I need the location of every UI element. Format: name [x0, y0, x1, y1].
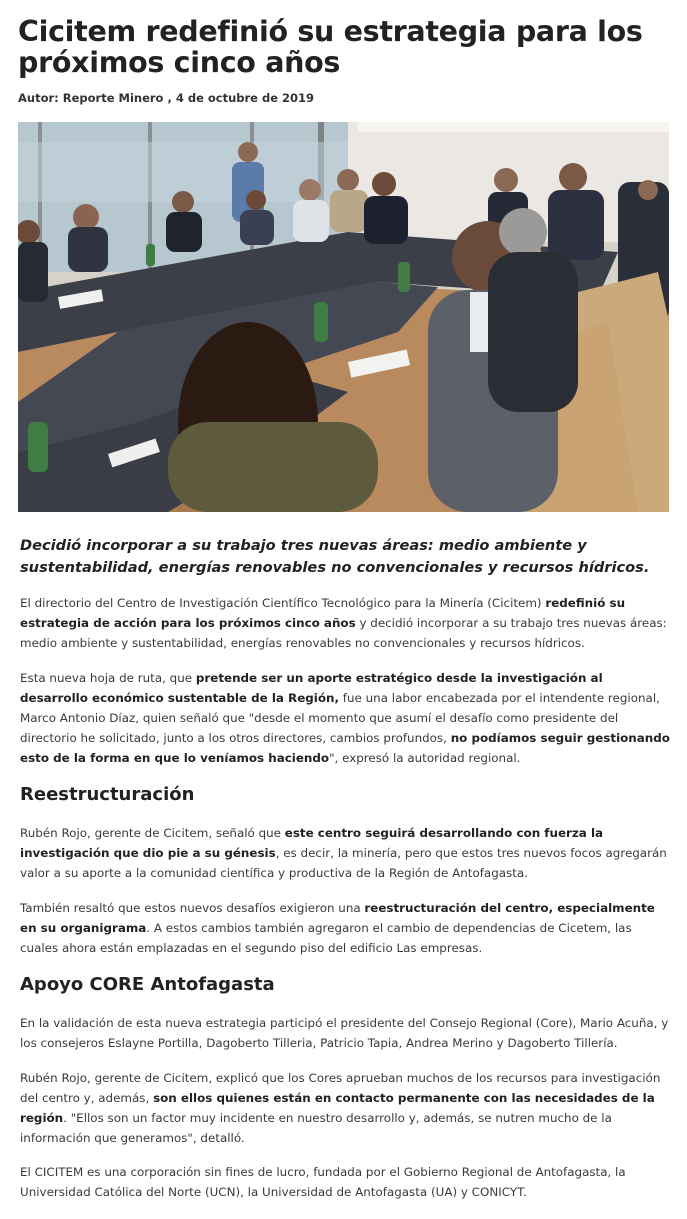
- meeting-room-photo: [18, 122, 669, 512]
- text-run: . "Ellos son un factor muy incidente en nuestro desarrollo y, además, se nutren mucho de la información que generamos", detalló.: [20, 1111, 612, 1145]
- article-byline: Autor: Reporte Minero , 4 de octubre de 2019: [18, 91, 315, 105]
- text-run: Esta nueva hoja de ruta, que: [20, 671, 196, 685]
- bold-text-run: redefinió su estrategia de acción para los próximos cinco años: [20, 596, 626, 630]
- text-run: El directorio del Centro de Investigación Científico Tecnológico para la Minería (Cicitem): [20, 596, 546, 610]
- article-title: Cicitem redefinió su estrategia para los próximos cinco años: [18, 15, 643, 79]
- article-paragraph-4: [20, 898, 672, 958]
- article-paragraph-2: [20, 668, 672, 768]
- article-paragraph-3: [20, 823, 672, 883]
- bold-text-run: no podíamos seguir gestionando esto de la forma en que lo veníamos haciendo: [20, 731, 670, 765]
- text-run: También resaltó que estos nuevos desafíos exigieron una: [20, 901, 365, 915]
- text-run: . A estos cambios también agregaron el cambio de dependencias de Cicetem, las cuales ahora están emplazadas en el segundo piso del edificio Las empresas.: [20, 921, 632, 955]
- text-run: y decidió incorporar a su trabajo tres nuevas áreas: medio ambiente y sustentabilidad, energías renovables no convencionales y recursos hídricos.: [20, 616, 667, 650]
- article-lede: Decidió incorporar a su trabajo tres nuevas áreas: medio ambiente y sustentabilidad, energías renovables no convencionales y recursos hídricos.: [20, 537, 650, 576]
- article-paragraph-7: [20, 1162, 672, 1202]
- article-paragraph-5: [20, 1013, 672, 1053]
- bold-text-run: este centro seguirá desarrollando con fuerza la investigación que dio pie a su génesis: [20, 826, 604, 860]
- section-heading-apoyo-core: Apoyo CORE Antofagasta: [20, 974, 275, 995]
- text-run: En la validación de esta nueva estrategia participó el presidente del Consejo Regional (Core), Mario Acuña, y los consejeros Eslayne Portilla, Dagoberto Tilleria, Patricio Tapia, Andrea Merino y Dagoberto Tillería.: [20, 1016, 669, 1050]
- article-paragraph-1: [20, 593, 672, 653]
- bold-text-run: son ellos quienes están en contacto permanente con las necesidades de la región: [20, 1091, 655, 1125]
- article-paragraph-6: [20, 1068, 672, 1148]
- text-run: Rubén Rojo, gerente de Cicitem, señaló que: [20, 826, 285, 840]
- text-run: Rubén Rojo, gerente de Cicitem, explicó que los Cores aprueban muchos de los recursos para investigación del centro y, además,: [20, 1071, 661, 1105]
- article-photo: [18, 122, 669, 512]
- section-heading-reestructuracion: Reestructuración: [20, 784, 195, 805]
- bold-text-run: reestructuración del centro, especialmente en su organigrama: [20, 901, 655, 935]
- text-run: El CICITEM es una corporación sin fines de lucro, fundada por el Gobierno Regional de Antofagasta, la Universidad Católica del Norte (UCN), la Universidad de Antofagasta (UA) y CONICYT.: [20, 1165, 626, 1199]
- text-run: fue una labor encabezada por el intendente regional, Marco Antonio Díaz, quien señaló que "desde el momento que asumí el desafío como presidente del directorio he solicitado, junto a los otros directores, cambios profundos,: [20, 691, 660, 745]
- bold-text-run: pretende ser un aporte estratégico desde la investigación al desarrollo económico sustentable de la Región,: [20, 671, 603, 705]
- text-run: , es decir, la minería, pero que estos tres nuevos focos agregarán valor a su aporte a la comunidad científica y productiva de la Región de Antofagasta.: [20, 846, 667, 880]
- text-run: ", expresó la autoridad regional.: [329, 751, 521, 765]
